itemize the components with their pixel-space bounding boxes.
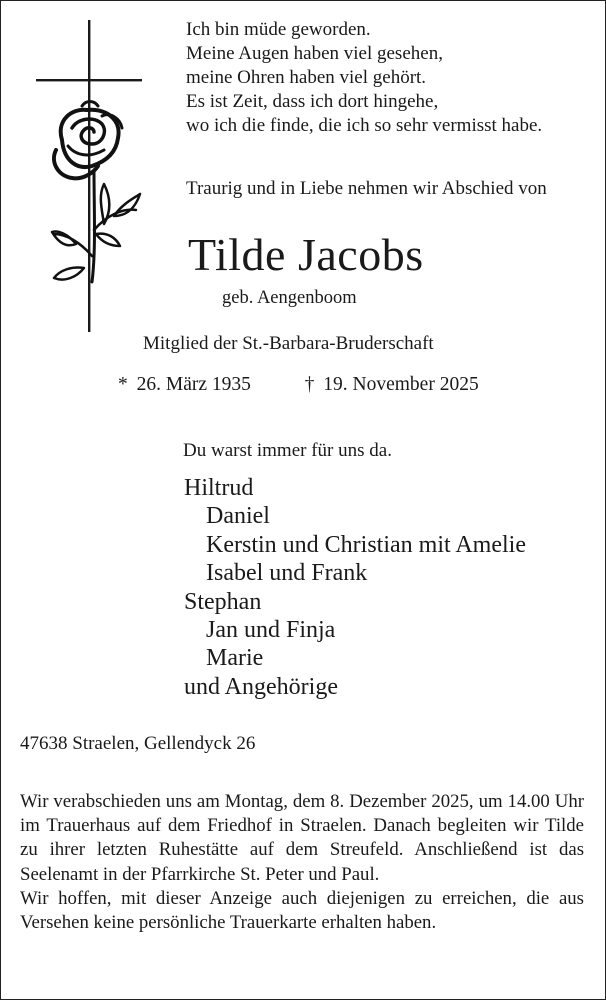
- family-member: und Angehörige: [184, 673, 338, 700]
- poem: [186, 18, 542, 138]
- family-member: Daniel: [206, 503, 270, 530]
- poem-line: meine Ohren haben viel gehört.: [186, 67, 427, 88]
- family-member: Kerstin und Christian mit Amelie: [206, 531, 526, 558]
- funeral-notice: [20, 790, 584, 935]
- motto: Du warst immer für uns da.: [183, 440, 392, 461]
- rose-icon: [52, 102, 140, 283]
- family-member: Jan und Finja: [206, 616, 336, 643]
- deceased-name: Tilde Jacobs: [188, 229, 424, 280]
- birth-date: 26. März 1935: [136, 374, 251, 395]
- poem-line: Ich bin müde geworden.: [186, 19, 371, 40]
- family-member: Hiltrud: [184, 475, 254, 501]
- address: 47638 Straelen, Gellendyck 26: [20, 733, 256, 754]
- farewell-intro: Traurig und in Liebe nehmen wir Abschied von: [186, 178, 547, 199]
- notice-paragraph: Wir verabschieden uns am Montag, dem 8. Dezember 2025, um 14.00 Uhr im Trauerhaus auf dem Friedhof in Straelen. Danach begleiten wir Tilde zu ihrer letzten Ruhestätte auf dem Streufeld. Anschließend ist das Seelenamt in der Pfarrkirche St. Peter und Paul.: [20, 791, 584, 885]
- poem-line: wo ich die finde, die ich so sehr vermisst habe.: [186, 115, 543, 136]
- family-list: [184, 474, 526, 701]
- poem-line: Meine Augen haben viel gesehen,: [186, 43, 443, 64]
- poem-line: Es ist Zeit, dass ich dort hingehe,: [186, 91, 439, 112]
- notice-paragraph: Wir hoffen, mit dieser Anzeige auch diejenigen zu erreichen, die aus Versehen keine persönliche Trauerkarte erhalten haben.: [20, 887, 584, 934]
- life-dates: [118, 374, 483, 396]
- family-member: Marie: [206, 645, 264, 672]
- maiden-name: geb. Aengenboom: [222, 288, 357, 308]
- family-member: Stephan: [184, 588, 262, 615]
- membership: Mitglied der St.-Barbara-Bruderschaft: [143, 333, 434, 354]
- cross-rose-icon: [32, 20, 142, 350]
- death-date: 19. November 2025: [323, 374, 479, 395]
- birth-symbol: *: [118, 374, 128, 395]
- family-member: Isabel und Frank: [206, 560, 368, 587]
- death-symbol: †: [304, 374, 315, 395]
